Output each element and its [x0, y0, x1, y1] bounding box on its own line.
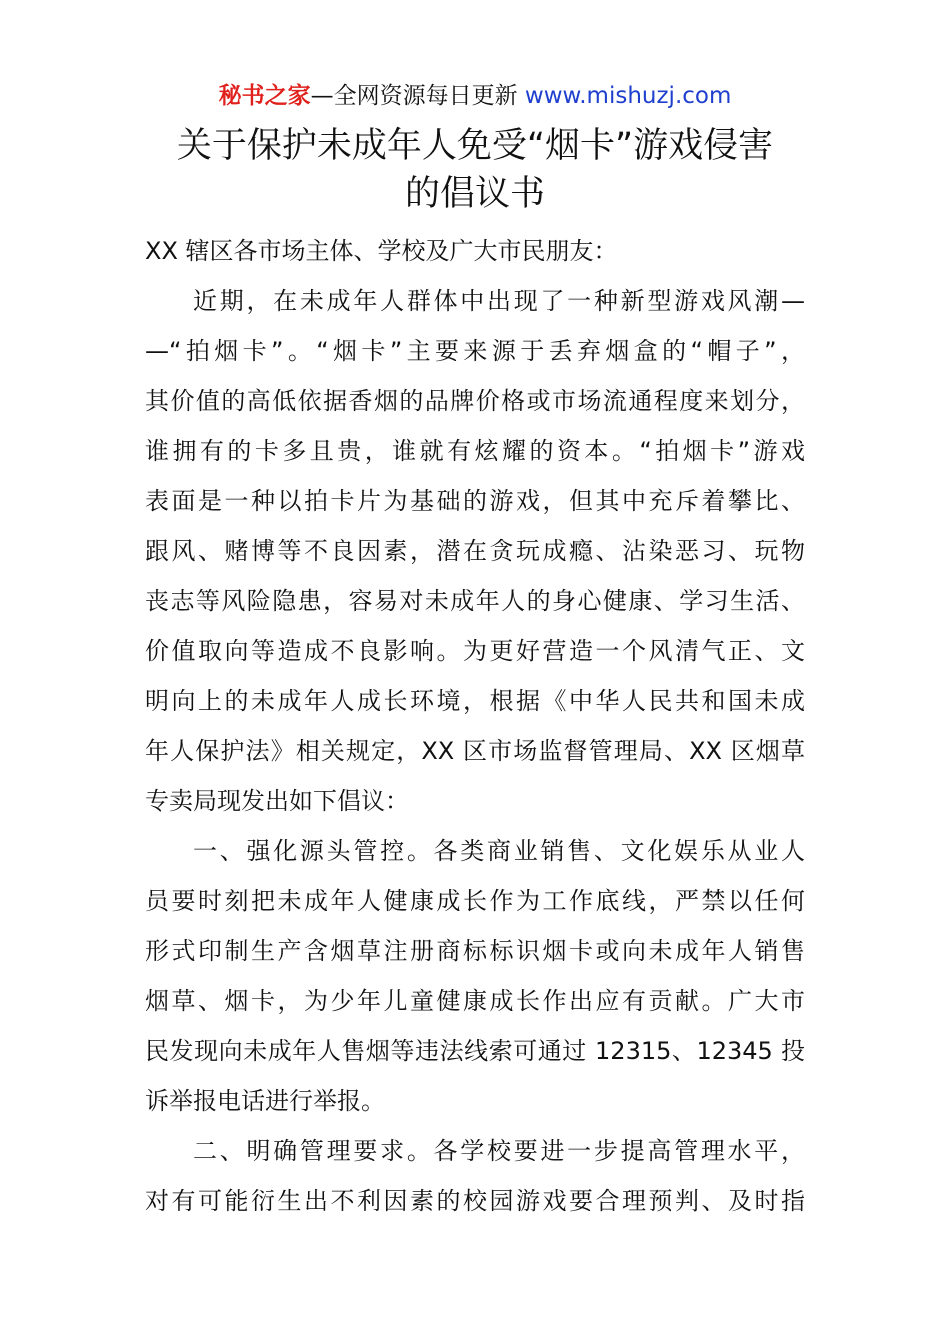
document-title-line-1: 关于保护未成年人免受“烟卡”游戏侵害 — [176, 126, 774, 166]
text-line: 表面是一种以拍卡片为基础的游戏，但其中充斥着攀比、 — [145, 487, 805, 515]
text-line: 专卖局现发出如下倡议： — [145, 787, 409, 815]
document-title-line-2: 的倡议书 — [404, 174, 545, 214]
text-line: 明向上的未成年人成长环境，根据《中华人民共和国未成 — [145, 687, 805, 715]
text-line: 对有可能衍生出不利因素的校园游戏要合理预判、及时指 — [145, 1187, 805, 1215]
paragraph-item-1 — [145, 826, 805, 1126]
text-line: 价值取向等造成不良影响。为更好营造一个风清气正、文 — [145, 637, 805, 665]
text-line: 近期，在未成年人群体中出现了一种新型游戏风潮— — [193, 287, 805, 315]
text-line: 员要时刻把未成年人健康成长作为工作底线，严禁以任何 — [145, 887, 805, 915]
text-line: 年人保护法》相关规定，XX 区市场监督管理局、XX 区烟草 — [145, 737, 805, 765]
text-line: 烟草、烟卡，为少年儿童健康成长作出应有贡献。广大市 — [145, 987, 805, 1015]
text-line: 诉举报电话进行举报。 — [145, 1087, 385, 1115]
salutation: XX 辖区各市场主体、学校及广大市民朋友： — [145, 237, 618, 265]
document-body — [145, 226, 805, 1226]
paragraph-item-2 — [145, 1126, 805, 1226]
text-line: 民发现向未成年人售烟等违法线索可通过 12315、12345 投 — [145, 1037, 805, 1065]
text-line: 一、强化源头管控。各类商业销售、文化娱乐从业人 — [193, 837, 805, 865]
site-brand: 秘书之家 — [218, 83, 311, 109]
text-line: 其价值的高低依据香烟的品牌价格或市场流通程度来划分， — [145, 387, 805, 415]
text-line: —“拍烟卡”。“烟卡”主要来源于丢弃烟盒的“帽子”， — [145, 337, 805, 365]
document-title — [120, 122, 830, 218]
text-line: 二、明确管理要求。各学校要进一步提高管理水平， — [193, 1137, 805, 1165]
site-tagline: —全网资源每日更新 — [310, 83, 525, 109]
text-line: 跟风、赌博等不良因素，潜在贪玩成瘾、沾染恶习、玩物 — [145, 537, 805, 565]
text-line: 谁拥有的卡多且贵，谁就有炫耀的资本。“拍烟卡”游戏 — [145, 437, 805, 465]
paragraph-intro — [145, 276, 805, 826]
text-line: 丧志等风险隐患，容易对未成年人的身心健康、学习生活、 — [145, 587, 805, 615]
site-url[interactable]: www.mishuzj.com — [524, 83, 732, 109]
text-line: 形式印制生产含烟草注册商标标识烟卡或向未成年人销售 — [145, 937, 805, 965]
site-header — [0, 80, 950, 112]
